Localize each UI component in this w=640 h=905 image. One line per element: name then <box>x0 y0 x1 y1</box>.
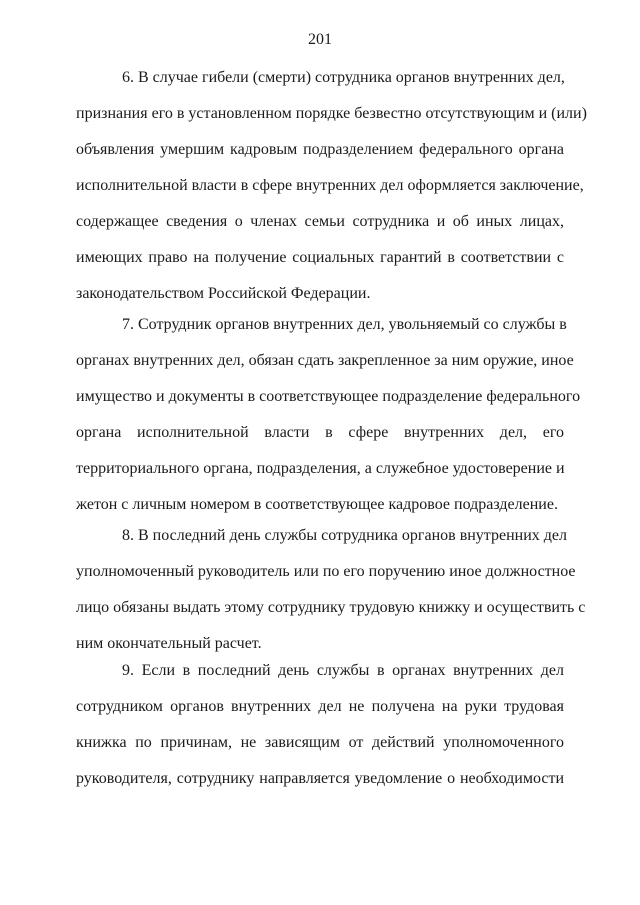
page-number: 201 <box>308 31 332 48</box>
paragraph-line: имущество и документы в соответствующее подразделение федерального <box>76 388 581 405</box>
paragraph-line: руководителя, сотруднику направляется уведомление о необходимости <box>76 770 564 787</box>
paragraph-line: 8. В последний день службы сотрудника органов внутренних дел <box>122 527 568 544</box>
paragraph-line: признания его в установленном порядке безвестно отсутствующим и (или) <box>76 105 587 122</box>
paragraph-line: 9. Если в последний день службы в органах внутренних дел <box>122 662 564 679</box>
paragraph-line: сотрудником органов внутренних дел не получена на руки трудовая <box>76 698 564 715</box>
paragraph-line: имеющих право на получение социальных гарантий в соответствии с <box>76 249 564 266</box>
paragraph-line: органах внутренних дел, обязан сдать закрепленное за ним оружие, иное <box>76 352 574 369</box>
paragraph-line: 6. В случае гибели (смерти) сотрудника органов внутренних дел, <box>122 69 565 86</box>
paragraph-line: содержащее сведения о членах семьи сотрудника и об иных лицах, <box>76 213 564 230</box>
paragraph-line: территориального органа, подразделения, а служебное удостоверение и <box>76 460 565 477</box>
paragraph-line: ним окончательный расчет. <box>76 635 262 652</box>
paragraph-line: 7. Сотрудник органов внутренних дел, увольняемый со службы в <box>122 316 567 333</box>
paragraph-line: жетон с личным номером в соответствующее кадровое подразделение. <box>76 496 558 513</box>
paragraph-line: законодательством Российской Федерации. <box>76 285 371 302</box>
paragraph-line: лицо обязаны выдать этому сотруднику трудовую книжку и осуществить с <box>76 599 586 616</box>
paragraph-line: книжка по причинам, не зависящим от действий уполномоченного <box>76 734 564 751</box>
paragraph-line: органа исполнительной власти в сфере внутренних дел, его <box>76 424 564 441</box>
paragraph-line: исполнительной власти в сфере внутренних дел оформляется заключение, <box>76 177 584 194</box>
paragraph-line: уполномоченный руководитель или по его поручению иное должностное <box>76 563 576 580</box>
paragraph-line: объявления умершим кадровым подразделением федерального органа <box>76 141 564 158</box>
